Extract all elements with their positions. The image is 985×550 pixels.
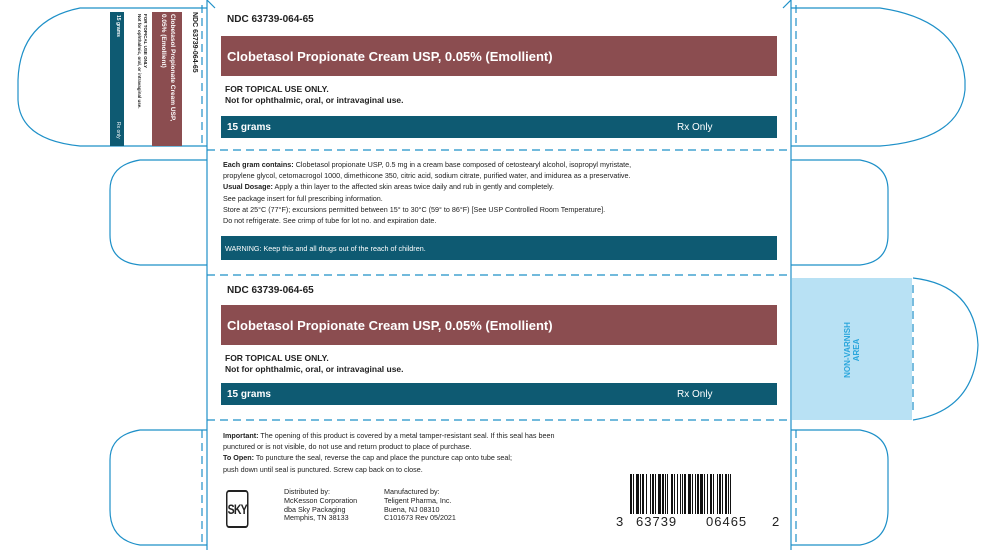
- side-quantity: 15 grams: [115, 15, 121, 37]
- distributor-line1: Distributed by:: [284, 487, 330, 496]
- barcode-left-digit: 3: [616, 514, 624, 529]
- manufacturer-line2: Teligent Pharma, Inc.: [384, 495, 452, 505]
- side-panel: [110, 12, 206, 146]
- sky-logo: SKY: [226, 490, 249, 528]
- ndc-label-2: NDC 63739-064-65: [227, 285, 314, 296]
- barcode-bar: [730, 474, 731, 514]
- barcode-bar: [671, 474, 673, 514]
- composition-label: Each gram contains:: [223, 160, 294, 169]
- non-varnish-line2: AREA: [852, 338, 861, 362]
- barcode-bar: [728, 474, 729, 514]
- product-title-2: Clobetasol Propionate Cream USP, 0.05% (Emollient): [227, 318, 553, 333]
- distributor-line2: McKesson Corporation: [284, 495, 358, 505]
- warning-text: WARNING: Keep this and all drugs out of the reach of children.: [225, 244, 426, 253]
- barcode-bar: [682, 474, 683, 514]
- barcode-bar: [692, 474, 693, 514]
- product-title: Clobetasol Propionate Cream USP, 0.05% (Emollient): [227, 49, 553, 64]
- prescribing-info: See package insert for full prescribing information.: [223, 193, 383, 203]
- important-label: Important:: [223, 431, 259, 440]
- barcode-right-digit: 2: [772, 514, 780, 529]
- side-topical-box: [130, 12, 150, 146]
- composition-text: [223, 159, 783, 226]
- barcode-bar: [704, 474, 705, 514]
- barcode-bar: [688, 474, 691, 514]
- barcode-bar: [722, 474, 723, 514]
- barcode-bar: [717, 474, 718, 514]
- barcode-bar: [640, 474, 641, 514]
- side-topical-line1: FOR TOPICAL USE ONLY: [143, 14, 148, 69]
- barcode-bar: [725, 474, 727, 514]
- barcode-bar: [646, 474, 647, 514]
- barcode-bar: [665, 474, 666, 514]
- barcode-bar: [630, 474, 632, 514]
- barcode-bar: [674, 474, 675, 514]
- barcode-group2: 06465: [706, 514, 748, 529]
- non-varnish-line1: NON-VARNISH: [843, 322, 852, 378]
- product-title-bar: [221, 36, 777, 76]
- side-title-bar: [152, 12, 182, 146]
- important-text: [223, 430, 783, 475]
- barcode-bar: [658, 474, 661, 514]
- open-label: To Open:: [223, 453, 255, 463]
- distributor-info: [284, 488, 357, 523]
- info-panel: [207, 150, 791, 275]
- barcode-bar: [652, 474, 654, 514]
- composition-text2: propylene glycol, cetomacrogol 1000, dimethicone 350, citric acid, sodium citrate, purified water, and imidurea as a preservative.: [223, 171, 631, 181]
- composition-text1: Clobetasol propionate USP, 0.5 mg in a cream base composed of cetostearyl alcohol, isopropyl myristate,: [293, 160, 632, 169]
- barcode-bar: [677, 474, 678, 514]
- barcode-bar: [680, 474, 681, 514]
- barcode-bar: [719, 474, 721, 514]
- important-text1: The opening of this product is covered by a metal tamper-resistant seal. If this seal has been: [258, 431, 555, 440]
- topical-line2-2: Not for ophthalmic, oral, or intravaginal use.: [225, 364, 404, 374]
- storage-info: Store at 25°C (77°F); excursions permitted between 15° to 30°C (59° to 86°F) [See USP Controlled Room Temperature].: [223, 204, 606, 214]
- side-rx: Rx only: [115, 122, 121, 139]
- dosage-text: Apply a thin layer to the affected skin areas twice daily and rub in gently and completely.: [272, 182, 554, 192]
- side-blue-bar: [110, 12, 124, 146]
- quantity-bar: [221, 116, 777, 138]
- quantity-bar-2: [221, 383, 777, 405]
- front-panel-bottom: [207, 275, 791, 420]
- barcode-bar: [667, 474, 668, 514]
- distributor-line3: dba Sky Packaging: [284, 504, 346, 514]
- quantity-label-2: 15 grams: [227, 389, 271, 400]
- barcode-group1: 63739: [636, 514, 678, 529]
- topical-notice-2: [225, 353, 404, 375]
- topical-line2: Not for ophthalmic, oral, or intravaginal use.: [225, 95, 404, 105]
- side-title-line2: 0.05% (Emollient): [160, 14, 167, 68]
- barcode-bar: [633, 474, 634, 514]
- manufacturer-line3: Buena, NJ 08310: [384, 504, 440, 514]
- barcode-bar: [655, 474, 656, 514]
- side-title-line1: Clobetasol Propionate Cream USP,: [169, 14, 176, 122]
- manufacturer-line4: C101673 Rev 05/2021: [384, 513, 456, 523]
- topical-line1-2: FOR TOPICAL USE ONLY.: [225, 353, 329, 363]
- non-varnish-label: [810, 300, 894, 400]
- barcode-bar: [697, 474, 699, 514]
- rx-label: Rx Only: [677, 122, 713, 133]
- barcode-bar: [707, 474, 708, 514]
- barcode-bar: [662, 474, 664, 514]
- open-text2: push down until seal is punctured. Screw cap back on to close.: [223, 464, 423, 474]
- refrigerate-info: Do not refrigerate. See crimp of tube for lot no. and expiration date.: [223, 216, 437, 226]
- important-text2: punctured or is not visible, do not use and return product to place of purchase.: [223, 442, 472, 452]
- barcode-bar: [695, 474, 696, 514]
- topical-notice: [225, 84, 404, 106]
- manufacturer-line1: Manufactured by:: [384, 487, 440, 496]
- open-text1: To puncture the seal, reverse the cap and place the puncture cap onto tube seal;: [254, 453, 513, 463]
- barcode-bar: [642, 474, 644, 514]
- upc-barcode: [628, 474, 768, 514]
- ndc-label: NDC 63739-064-65: [227, 14, 314, 25]
- distributor-line4: Memphis, TN 38133: [284, 513, 349, 523]
- product-title-bar-2: [221, 305, 777, 345]
- warning-bar: [221, 236, 777, 260]
- topical-line1: FOR TOPICAL USE ONLY.: [225, 84, 329, 94]
- quantity-label: 15 grams: [227, 122, 271, 133]
- manufacturer-info: [384, 488, 456, 523]
- barcode-bar: [713, 474, 714, 514]
- dosage-label: Usual Dosage:: [223, 182, 273, 192]
- barcode-bar: [710, 474, 712, 514]
- barcode-bar: [684, 474, 686, 514]
- barcode-bar: [700, 474, 703, 514]
- side-ndc-box: [186, 12, 200, 146]
- rx-label-2: Rx Only: [677, 389, 713, 400]
- barcode-bar: [636, 474, 639, 514]
- barcode-bar: [650, 474, 651, 514]
- front-panel-top: [207, 0, 791, 150]
- side-ndc: NDC 63739-064-65: [191, 12, 198, 73]
- side-topical-line2: Not for ophthalmic, oral, or intravaginal use.: [137, 14, 142, 109]
